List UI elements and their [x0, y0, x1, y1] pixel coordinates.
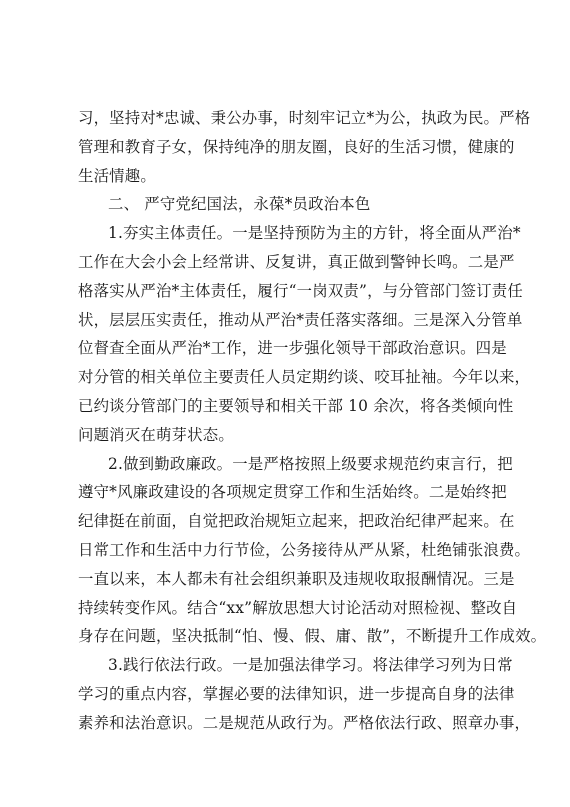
text-line: 学习的重点内容，掌握必要的法律知识，进一步提高自身的法律 — [78, 684, 515, 703]
text-line: 已约谈分管部门的主要领导和相关干部 10 余次，将各类倾向性 — [78, 396, 514, 415]
text-line: 日常工作和生活中力行节俭，公务接待从严从紧，杜绝铺张浪费。 — [78, 540, 531, 559]
section-heading: 二、 严守党纪国法，永葆*员政治本色 — [108, 195, 371, 214]
text-line: 工作在大会小会上经常讲、反复讲，真正做到警钟长鸣。二是严 — [78, 252, 515, 271]
text-line: 身存在问题，坚决抵制“怕、慢、假、庸、散”，不断提升工作成效。 — [78, 627, 547, 646]
text-line: 1.夯实主体责任。一是坚持预防为主的方针，将全面从严治* — [108, 224, 521, 243]
body-text — [78, 104, 547, 738]
text-line: 位督查全面从严治*工作，进一步强化领导干部政治意识。四是 — [78, 339, 507, 358]
text-line: 状，层层压实责任，推动从严治*责任落实落细。三是深入分管单 — [78, 310, 523, 329]
text-line: 素养和法治意识。二是规范从政行为。严格依法行政、照章办事， — [78, 713, 531, 732]
text-line: 2.做到勤政廉政。一是严格按照上级要求规范约束言行，把 — [108, 454, 513, 473]
text-line: 持续转变作风。结合“xx”解放思想大讨论活动对照检视、整改自 — [78, 598, 518, 617]
text-line: 遵守*风廉政建设的各项规定贯穿工作和生活始终。二是始终把 — [78, 483, 507, 502]
text-line: 格落实从严治*主体责任，履行“一岗双责”，与分管部门签订责任 — [78, 281, 523, 300]
text-line: 管理和教育子女，保持纯净的朋友圈，良好的生活习惯，健康的 — [78, 137, 515, 156]
text-line: 对分管的相关单位主要责任人员定期约谈、咬耳扯袖。今年以来， — [78, 368, 531, 387]
text-line: 问题消灭在萌芽状态。 — [78, 425, 234, 444]
text-line: 纪律挺在前面，自觉把政治规矩立起来，把政治纪律严起来。在 — [78, 512, 515, 531]
text-line: 3.践行依法行政。一是加强法律学习。将法律学习列为日常 — [108, 656, 513, 675]
text-line: 生活情趣。 — [78, 166, 156, 185]
text-line: 习，坚持对*忠诚、秉公办事，时刻牢记立*为公，执政为民。严格 — [78, 109, 531, 127]
text-line: 一直以来，本人都未有社会组织兼职及违规收取报酬情况。三是 — [78, 569, 515, 588]
